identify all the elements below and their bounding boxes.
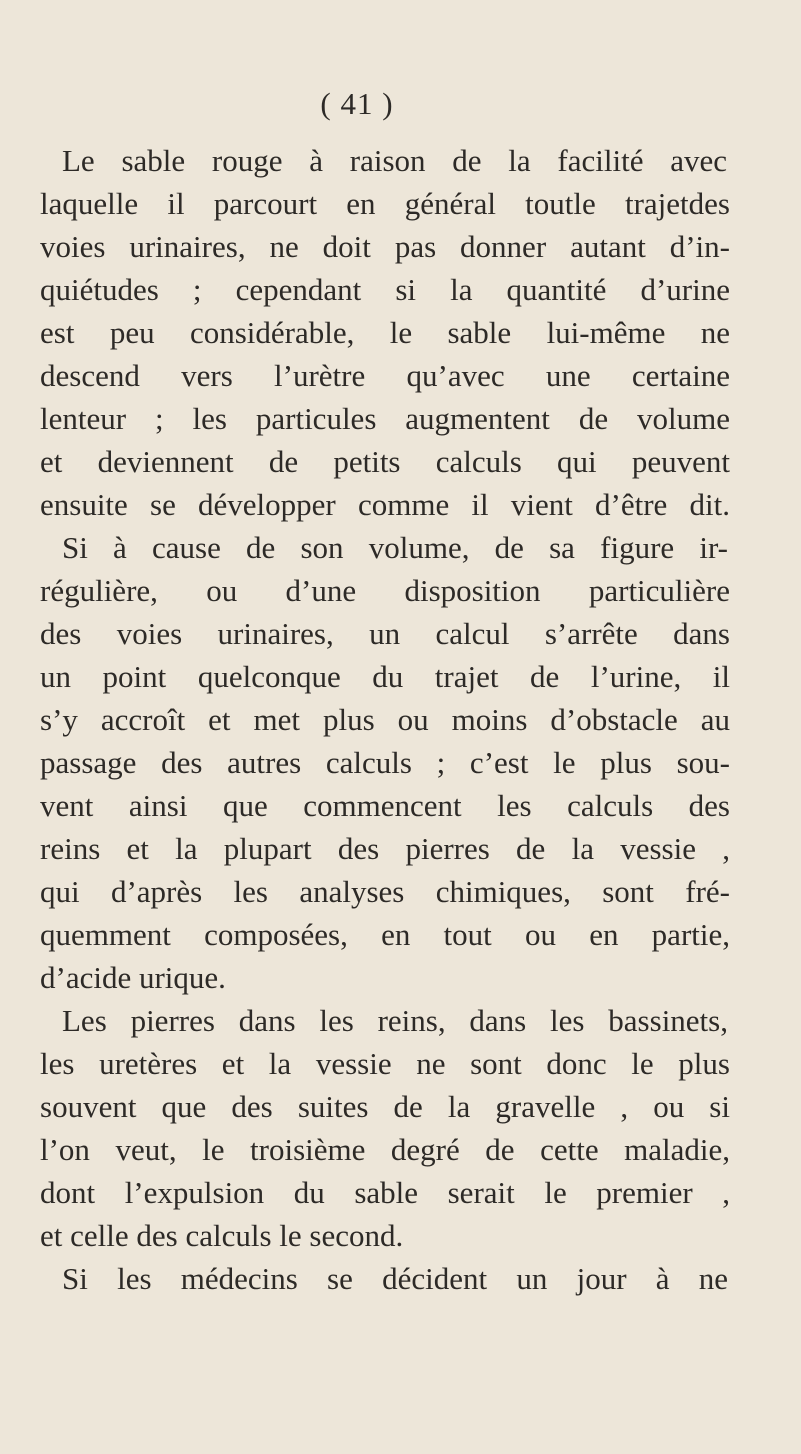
text-line: des voies urinaires, un calcul s’arrête dans <box>40 616 730 651</box>
text-line: vent ainsi que commencent les calculs des <box>40 788 730 823</box>
text-line: et celle des calculs le second. <box>40 1218 404 1253</box>
text-line: qui d’après les analyses chimiques, sont fré- <box>40 874 730 909</box>
text-line: quemment composées, en tout ou en partie, <box>40 917 730 952</box>
text-line: lenteur ; les particules augmentent de volume <box>40 401 730 436</box>
text-line: ensuite se développer comme il vient d’être dit. <box>40 487 730 522</box>
text-line: un point quelconque du trajet de l’urine, il <box>40 659 730 694</box>
text-line: quiétudes ; cependant si la quantité d’urine <box>40 272 730 307</box>
text-line: et deviennent de petits calculs qui peuvent <box>40 444 730 479</box>
text-line: descend vers l’urètre qu’avec une certaine <box>40 358 730 393</box>
text-line: est peu considérable, le sable lui-même ne <box>40 315 730 350</box>
text-line: Le sable rouge à raison de la facilité avec <box>62 143 727 178</box>
text-line: laquelle il parcourt en général toutle trajetdes <box>40 186 730 221</box>
text-line: dont l’expulsion du sable serait le premier , <box>40 1175 730 1210</box>
text-line: d’acide urique. <box>40 960 226 995</box>
text-line: les uretères et la vessie ne sont donc le plus <box>40 1046 730 1081</box>
text-line: voies urinaires, ne doit pas donner autant d’in- <box>40 229 730 264</box>
text-line: s’y accroît et met plus ou moins d’obstacle au <box>40 702 730 737</box>
page-number: ( 41 ) <box>320 86 394 121</box>
text-line: Si les médecins se décident un jour à ne <box>62 1261 728 1296</box>
text-line: souvent que des suites de la gravelle , ou si <box>40 1089 730 1124</box>
text-line: régulière, ou d’une disposition particulière <box>40 573 730 608</box>
text-line: Si à cause de son volume, de sa figure ir- <box>62 530 728 565</box>
text-line: passage des autres calculs ; c’est le plus sou- <box>40 745 730 780</box>
text-line: reins et la plupart des pierres de la vessie , <box>40 831 730 866</box>
text-line: Les pierres dans les reins, dans les bassinets, <box>62 1003 728 1038</box>
text-line: l’on veut, le troisième degré de cette maladie, <box>40 1132 730 1167</box>
